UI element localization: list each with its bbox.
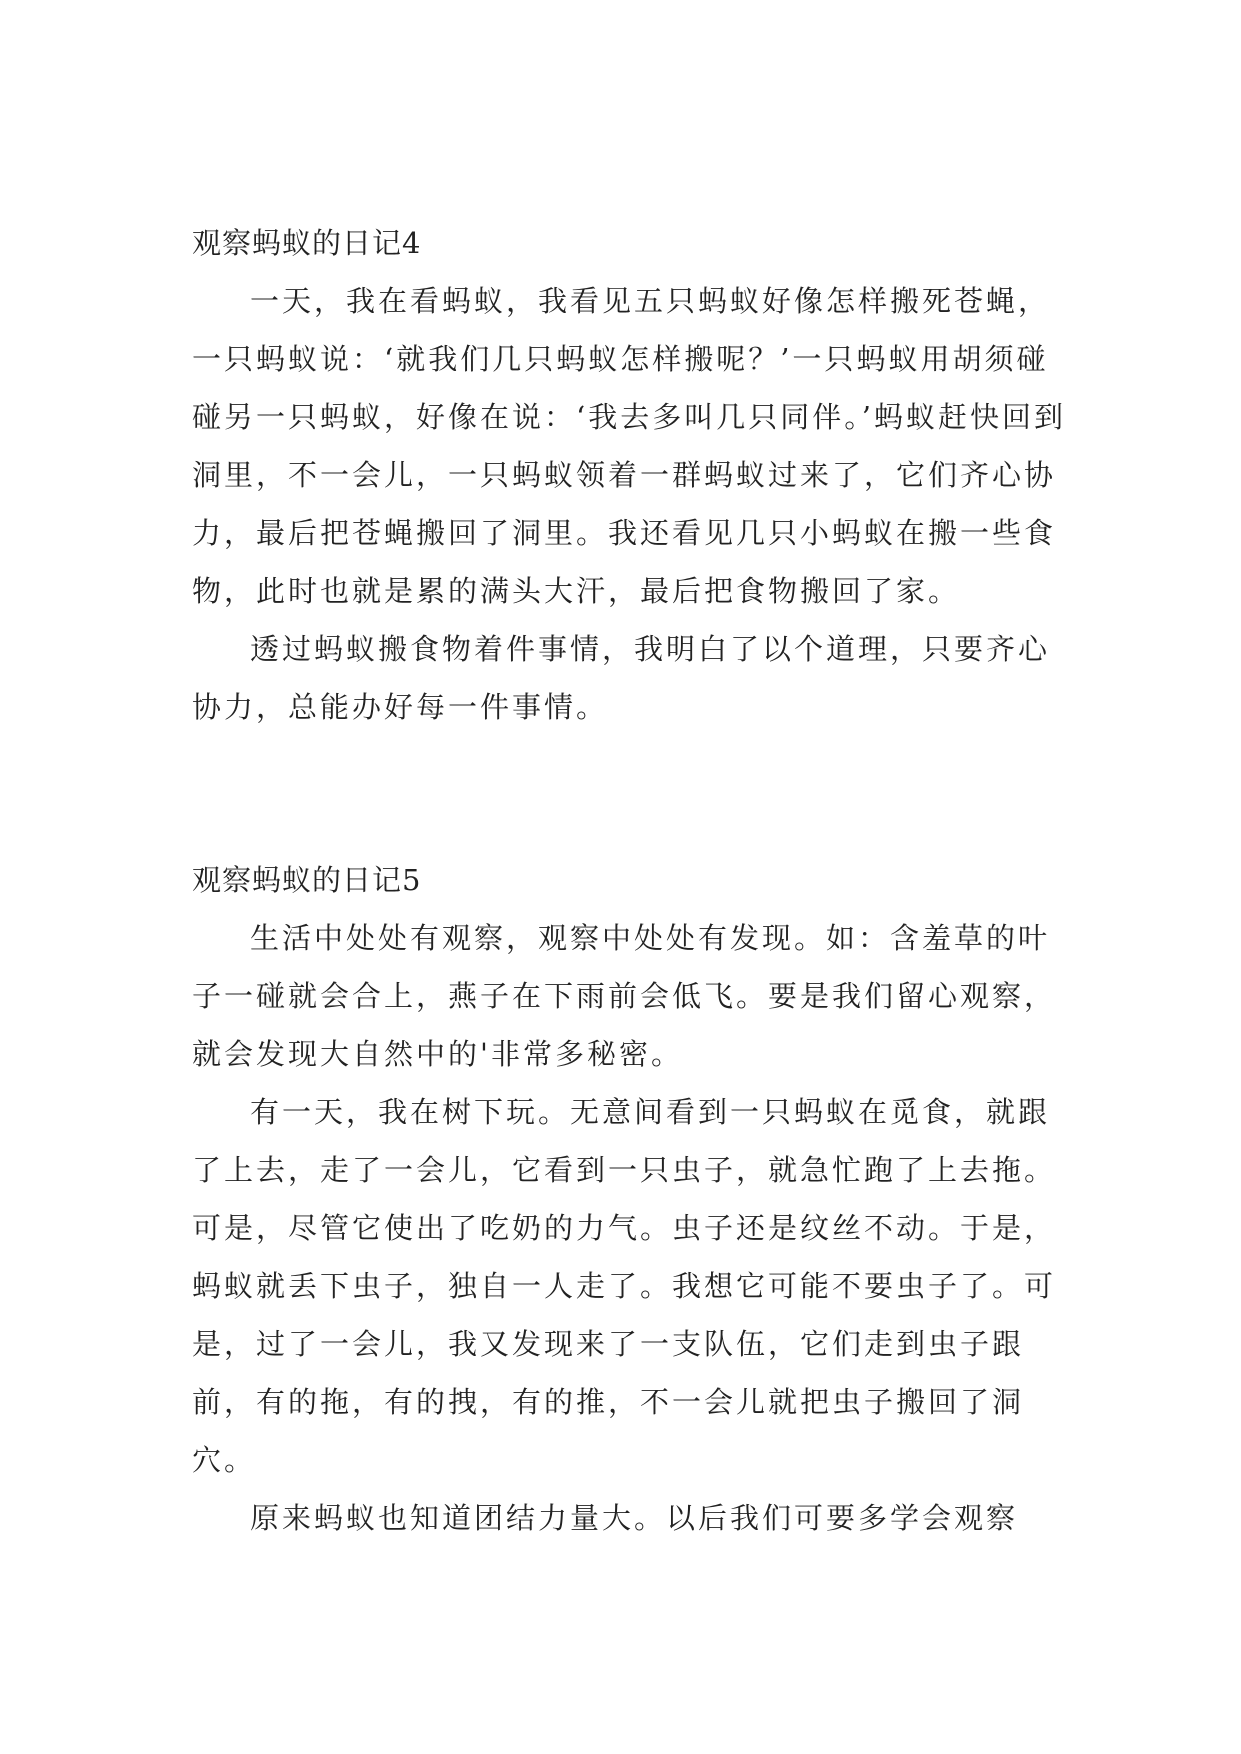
diary-section-4 [192,214,1072,736]
paragraph: 原来蚂蚁也知道团结力量大。以后我们可要多学会观察 [250,1501,1019,1535]
paragraph: 透过蚂蚁搬食物着件事情，我明白了以个道理，只要齐心协力，总能办好每一件事情。 [192,632,1051,724]
diary-section-5 [192,851,1072,1547]
section-heading: 观察蚂蚁的日记4 [192,226,422,260]
section-heading: 观察蚂蚁的日记5 [192,863,422,897]
document-page [192,0,1072,1754]
paragraph: 生活中处处有观察，观察中处处有发现。如：含羞草的叶子一碰就会合上，燕子在下雨前会低飞。要是我们留心观察，就会发现大自然中的'非常多秘密。 [192,921,1057,1071]
paragraph: 一天，我在看蚂蚁，我看见五只蚂蚁好像怎样搬死苍蝇，一只蚂蚁说：‘就我们几只蚂蚁怎样搬呢？’一只蚂蚁用胡须碰碰另一只蚂蚁，好像在说：‘我去多叫几只同伴。’蚂蚁赶快回到洞里，不一会儿，一只蚂蚁领着一群蚂蚁过来了，它们齐心协力，最后把苍蝇搬回了洞里。我还看见几只小蚂蚁在搬一些食物，此时也就是累的满头大汗，最后把食物搬回了家。 [192,284,1066,608]
paragraph: 有一天，我在树下玩。无意间看到一只蚂蚁在觅食，就跟了上去，走了一会儿，它看到一只虫子，就急忙跑了上去拖。可是，尽管它使出了吃奶的力气。虫子还是纹丝不动。于是，蚂蚁就丢下虫子，独自一人走了。我想它可能不要虫子了。可是，过了一会儿，我又发现来了一支队伍，它们走到虫子跟前，有的拖，有的拽，有的推，不一会儿就把虫子搬回了洞穴。 [192,1095,1057,1477]
